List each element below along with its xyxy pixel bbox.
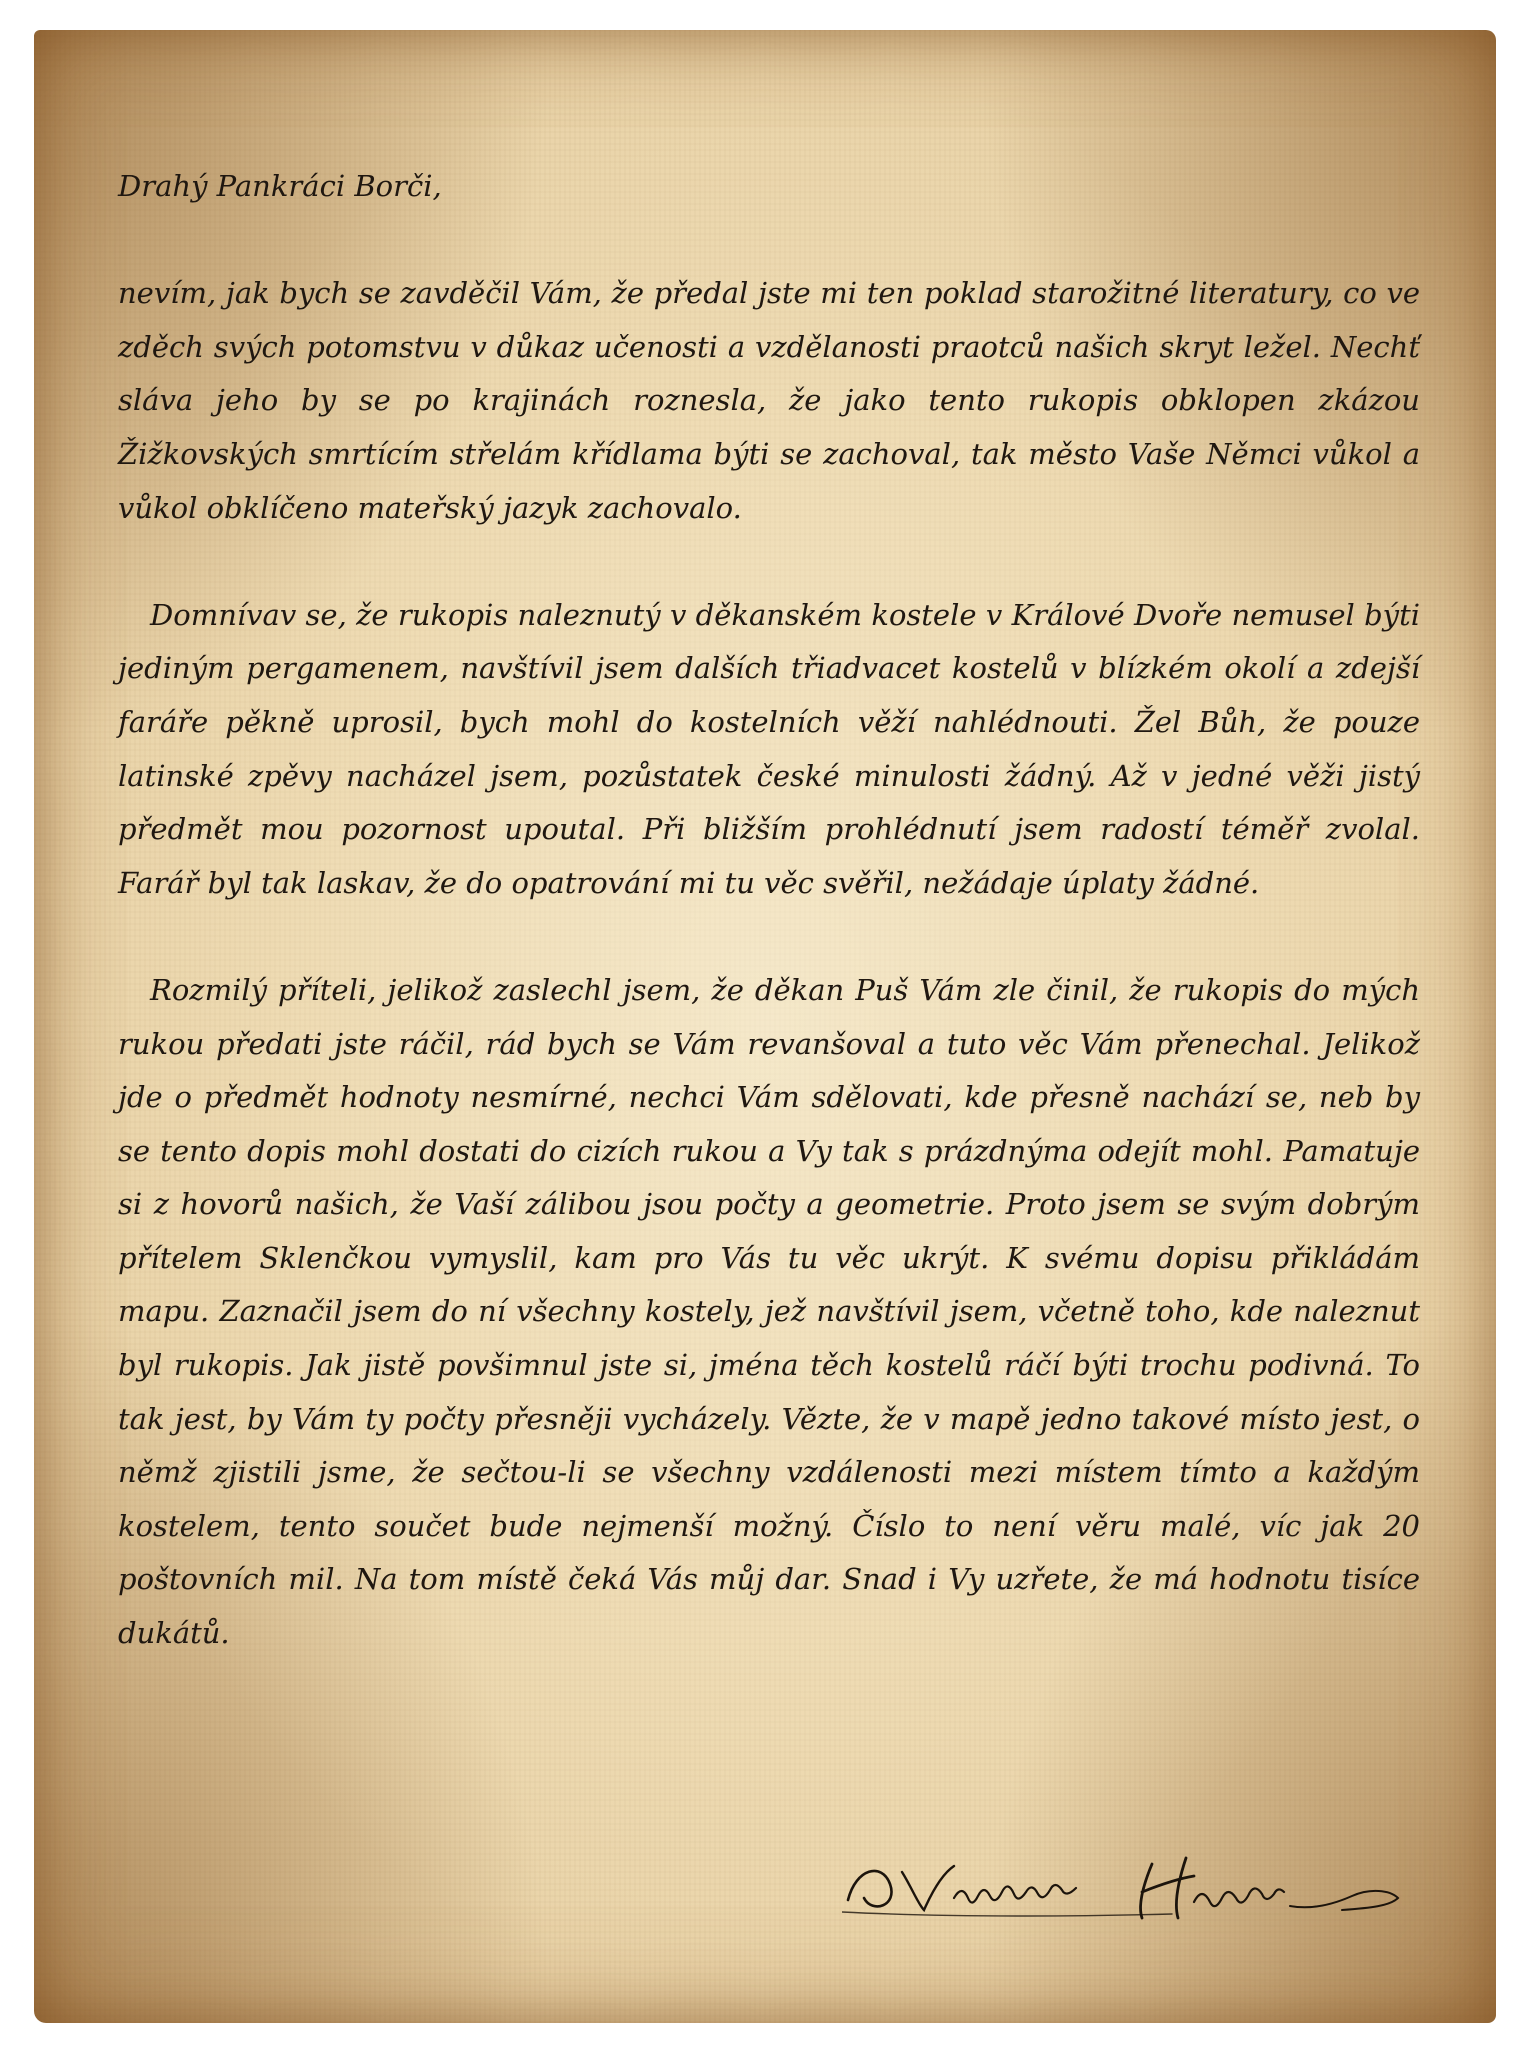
- letter-paragraph-1: nevím, jak bych se zavděčil Vám, že předal jste mi ten poklad starožitné literatury, co ve zděch svých potomstvu v důkaz učenosti a vzdělanosti praotců našich skryt ležel. Nechť sláva jeho by se po krajinách roznesla, že jako tento rukopis obklopen zkázou Žižkovských smrtícím střelám křídlama býti se zachoval, tak město Vaše Němci vůkol a vůkol obklíčeno mateřský jazyk zachovalo.: [118, 276, 1420, 525]
- handwritten-signature: [842, 1848, 1402, 1928]
- letter-salutation: Drahý Pankráci Borči,: [118, 169, 442, 203]
- letter-paragraph-2: Domnívav se, že rukopis naleznutý v děkanském kostele v Králové Dvoře nemusel býti jediným pergamenem, navštívil jsem dalších třiadvacet kostelů v blízkém okolí a zdejší faráře pěkně uprosil, bych mohl do kostelních věží nahlédnouti. Žel Bůh, že pouze latinské zpěvy nacházel jsem, pozůstatek české minulosti žádný. Až v jedné věži jistý předmět mou pozornost upoutal. Při bližším prohlédnutí jsem radostí téměř zvolal. Farář byl tak laskav, že do opatrování mi tu věc svěřil, nežádaje úplaty žádné.: [118, 597, 1420, 900]
- letter-paragraph-3: Rozmilý příteli, jelikož zaslechl jsem, že děkan Puš Vám zle činil, že rukopis do mých rukou předati jste ráčil, rád bych se Vám revanšoval a tuto věc Vám přenechal. Jelikož jde o předmět hodnoty nesmírné, nechci Vám sdělovati, kde přesně nachází se, neb by se tento dopis mohl dostati do cizích rukou a Vy tak s prázdnýma odejít mohl. Pamatuje si z hovorů našich, že Vaší zálibou jsou počty a geometrie. Proto jsem se svým dobrým přítelem Sklenčkou vymyslil, kam pro Vás tu věc ukrýt. K svému dopisu přikládám mapu. Zaznačil jsem do ní všechny kostely, jež navštívil jsem, včetně toho, kde naleznut byl rukopis. Jak jistě povšimnul jste si, jména těch kostelů ráčí býti trochu podivná. To tak jest, by Vám ty počty přesněji vycházely. Vězte, že v mapě jedno takové místo jest, o němž zjistili jsme, že sečtou-li se všechny vzdálenosti mezi místem tímto a každým kostelem, tento součet bude nejmenší možný. Číslo to není věru malé, víc jak 20 poštovních mil. Na tom místě čeká Vás můj dar. Snad i Vy uzřete, že má hodnotu tisíce dukátů.: [118, 972, 1420, 1651]
- letter-body: [118, 160, 1420, 1714]
